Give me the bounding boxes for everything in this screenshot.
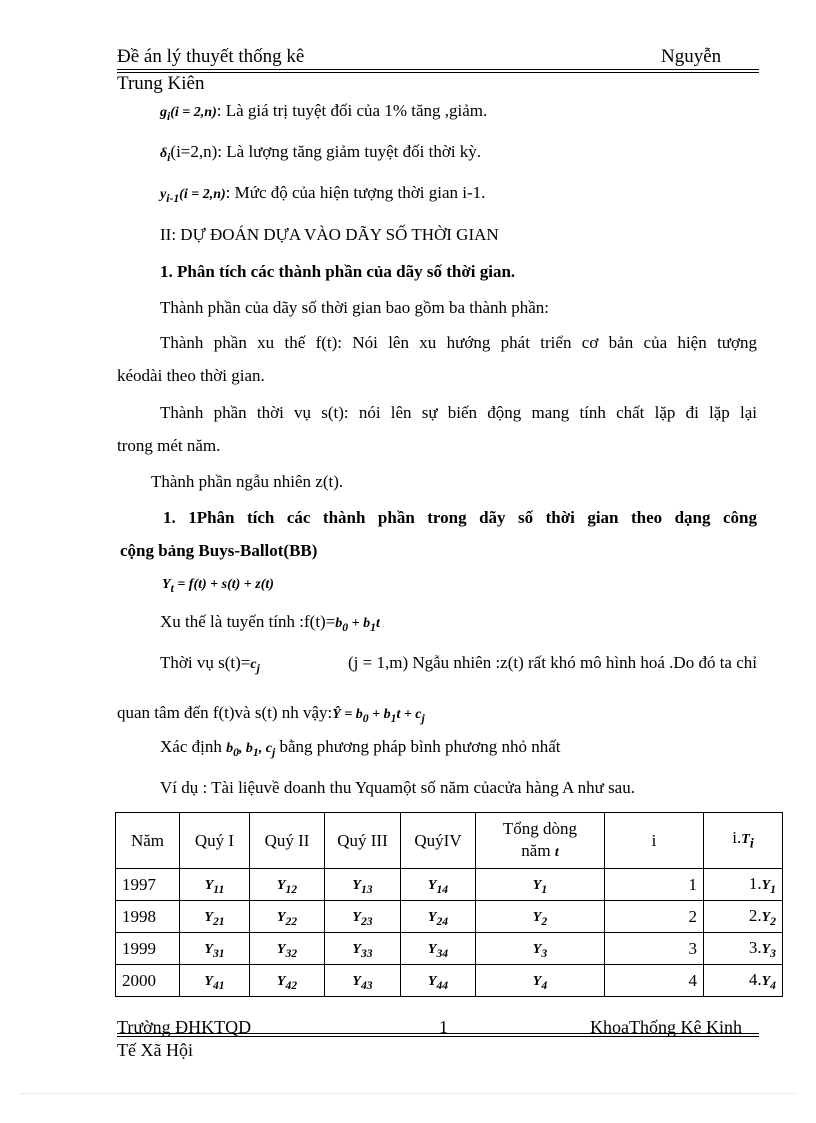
definition-delta: $\delta_i(i=2,n)$: Là lượng tăng giảm tuyệt đối thời kỳ. [160,142,482,164]
definition-y: $y_{i-1}(i = 2,n)$: Mức độ của hiện tượng thời gian i-1. [160,183,486,205]
col-i-t: $i.T_i$ [704,813,783,869]
section-heading: II: DỰ ĐOÁN DỰA VÀO DÃY SỐ THỜI GIAN [160,225,499,244]
cell-quarter: $Y_{31}$ [180,933,250,965]
cell-quarter: $Y_{43}$ [325,965,401,997]
definition-g: $g_i(i = 2,n)$: Là giá trị tuyệt đối của 1% tăng ,giảm. [160,101,488,123]
paragraph-method: Xác định $b_0$, $b_1$, $c_j$ bằng phương pháp bình phương nhỏ nhất [160,737,561,759]
table-row [116,901,783,933]
equation-model: $Y_t = f(t) + s(t) + z(t)$ [162,577,274,595]
paragraph-seasonal: Thời vụ $s(t)=c_j$ (j = 1,m) Ngẫu nhiên :z(t) rất khó mô hình hoá .Do đó ta chỉ [160,653,757,675]
cell-i: 4 [605,965,704,997]
data-table [115,812,783,997]
col-q3: Quý III [325,813,401,869]
header-rule-2 [117,72,759,73]
cell-quarter: $Y_{14}$ [401,869,476,901]
cell-year: 1999 [116,933,180,965]
paragraph-2-line-1: Thành phần xu thế f(t): Nói lên xu hướng phát triển cơ bản của hiện tượng [160,333,757,352]
col-year: Năm [116,813,180,869]
table-row [116,869,783,901]
cell-total: $Y_2$ [476,901,605,933]
cell-i-total: $3.Y_3$ [704,933,783,965]
table-row [116,965,783,997]
paragraph-model: quan tâm đến f(t)và s(t) nh vậy:Ŷ = $b_0 + b_1t + c_j$ [117,703,425,725]
cell-quarter: $Y_{44}$ [401,965,476,997]
cell-quarter: $Y_{12}$ [250,869,325,901]
table-row [116,933,783,965]
paragraph-4: Thành phần ngẫu nhiên z(t). [151,472,344,491]
col-q2: Quý II [250,813,325,869]
cell-total: $Y_4$ [476,965,605,997]
paragraph-3-line-1: Thành phần thời vụ s(t): nói lên sự biến động mang tính chất lặp đi lặp lại [160,403,757,422]
header-author-cont: Trung Kiên [117,73,205,94]
footer-faculty-cont: Tế Xã Hội [117,1040,193,1060]
cell-year: 2000 [116,965,180,997]
cell-quarter: $Y_{24}$ [401,901,476,933]
page-number: 1 [439,1017,448,1037]
col-i: i [605,813,704,869]
cell-i: 3 [605,933,704,965]
footer-school: Trường ĐHKTQD [117,1017,252,1037]
header-rule [117,69,759,70]
footer-faculty: KhoaThống Kê Kinh [590,1017,742,1037]
cell-year: 1998 [116,901,180,933]
cell-year: 1997 [116,869,180,901]
paragraph-2-line-2: kéodài theo thời gian. [117,366,265,385]
cell-quarter: $Y_{34}$ [401,933,476,965]
cell-quarter: $Y_{11}$ [180,869,250,901]
cell-quarter: $Y_{41}$ [180,965,250,997]
cell-quarter: $Y_{23}$ [325,901,401,933]
cell-i-total: $2.Y_2$ [704,901,783,933]
col-q1: Quý I [180,813,250,869]
cell-quarter: $Y_{42}$ [250,965,325,997]
cell-quarter: $Y_{22}$ [250,901,325,933]
subsection-heading-2-line-1: 1. 1Phân tích các thành phần trong dãy số thời gian theo dạng công [163,508,757,527]
col-total: Tổng dòng năm t [476,813,605,869]
cell-i-total: $4.Y_4$ [704,965,783,997]
cell-total: $Y_1$ [476,869,605,901]
page-bottom-dotted-line [20,1093,796,1094]
table-header-row [116,813,783,869]
col-q4: QuýIV [401,813,476,869]
header-author: Nguyễn [661,46,722,67]
cell-i: 1 [605,869,704,901]
cell-i-total: $1.Y_1$ [704,869,783,901]
paragraph-example: Ví dụ : Tài liệuvề doanh thu Yquamột số năm củacửa hàng A như sau. [160,778,635,797]
cell-quarter: $Y_{13}$ [325,869,401,901]
paragraph-3-line-2: trong mét năm. [117,436,221,455]
paragraph-trend: Xu thế là tuyến tính $:f(t)=b_0 + b_1t$ [160,612,380,634]
cell-quarter: $Y_{32}$ [250,933,325,965]
cell-total: $Y_3$ [476,933,605,965]
cell-quarter: $Y_{21}$ [180,901,250,933]
header-title: Đề án lý thuyết thống kê [117,46,305,67]
subsection-heading-2-line-2: cộng bảng Buys-Ballot(BB) [120,541,318,560]
cell-quarter: $Y_{33}$ [325,933,401,965]
cell-i: 2 [605,901,704,933]
subsection-heading-1: 1. Phân tích các thành phần của dãy số thời gian. [160,262,516,281]
paragraph-1: Thành phần của dãy số thời gian bao gồm ba thành phần: [160,298,550,317]
